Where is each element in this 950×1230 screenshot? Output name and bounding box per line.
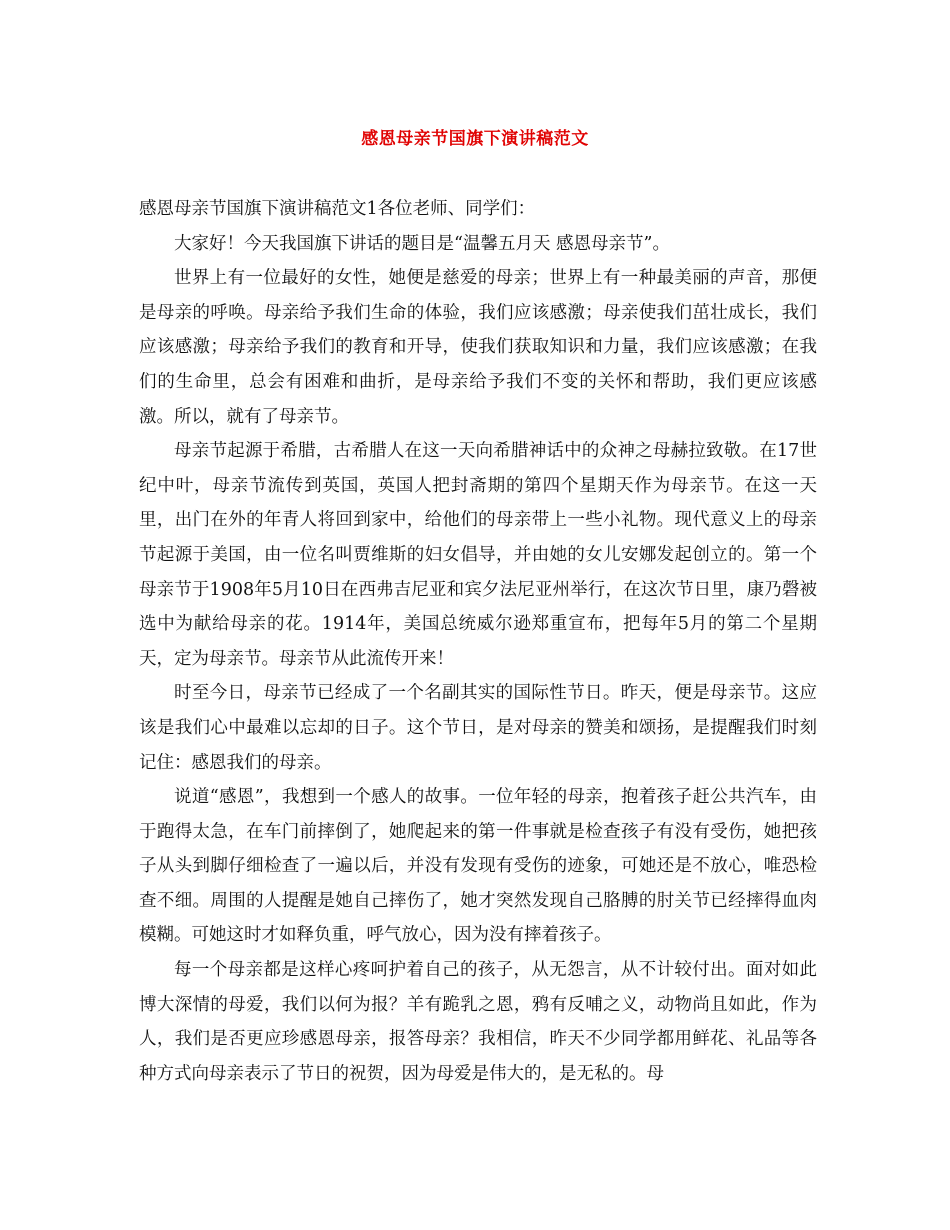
document-title: 感恩母亲节国旗下演讲稿范文 (361, 129, 589, 149)
paragraph: 感恩母亲节国旗下演讲稿范文1各位老师、同学们： (139, 199, 536, 219)
paragraph: 说道“感恩”，我想到一个感人的故事。一位年轻的母亲，抱着孩子赶公共汽车，由于跑得太急，在车门前摔倒了，她爬起来的第一件事就是检查孩子有没有受伤，她把孩子从头到脚仔细检查了一遍以后，并没有发现有受伤的迹象，可她还是不放心，唯恐检查不细。周围的人提醒是她自己摔伤了，她才突然发现自己胳膊的肘关节已经摔得血肉模糊。可她这时才如释负重，呼气放心，因为没有摔着孩子。 (139, 787, 817, 946)
paragraph: 时至今日，母亲节已经成了一个名副其实的国际性节日。昨天，便是母亲节。这应该是我们心中最难以忘却的日子。这个节日，是对母亲的赞美和颂扬，是提醒我们时刻记住：感恩我们的母亲。 (139, 683, 817, 773)
document-body (139, 192, 817, 1091)
paragraph: 大家好！今天我国旗下讲话的题目是“温馨五月天 感恩母亲节”。 (174, 233, 670, 254)
paragraph: 世界上有一位最好的女性，她便是慈爱的母亲；世界上有一种最美丽的声音，那便是母亲的呼唤。母亲给予我们生命的体验，我们应该感激；母亲使我们茁壮成长，我们应该感激；母亲给予我们的教育和开导，使我们获取知识和力量，我们应该感激；在我们的生命里，总会有困难和曲折，是母亲给予我们不变的关怀和帮助，我们更应该感激。所以，就有了母亲节。 (139, 268, 817, 427)
paragraph: 母亲节起源于希腊，古希腊人在这一天向希腊神话中的众神之母赫拉致敬。在17世纪中叶，母亲节流传到英国，英国人把封斋期的第四个星期天作为母亲节。在这一天里，出门在外的年青人将回到家中，给他们的母亲带上一些小礼物。现代意义上的母亲节起源于美国，由一位名叫贾维斯的妇女倡导，并由她的女儿安娜发起创立的。第一个母亲节于1908年5月10日在西弗吉尼亚和宾夕法尼亚州举行，在这次节日里，康乃磬被选中为献给母亲的花。1914年，美国总统威尔逊郑重宣布，把每年5月的第二个星期天，定为母亲节。母亲节从此流传开来！ (139, 441, 817, 669)
paragraph: 每一个母亲都是这样心疼呵护着自己的孩子，从无怨言，从不计较付出。面对如此博大深情的母爱，我们以何为报？羊有跪乳之恩，鸦有反哺之义，动物尚且如此，作为人，我们是否更应珍感恩母亲，报答母亲？我相信，昨天不少同学都用鲜花、礼品等各种方式向母亲表示了节日的祝贺，因为母爱是伟大的，是无私的。母 (139, 960, 817, 1084)
